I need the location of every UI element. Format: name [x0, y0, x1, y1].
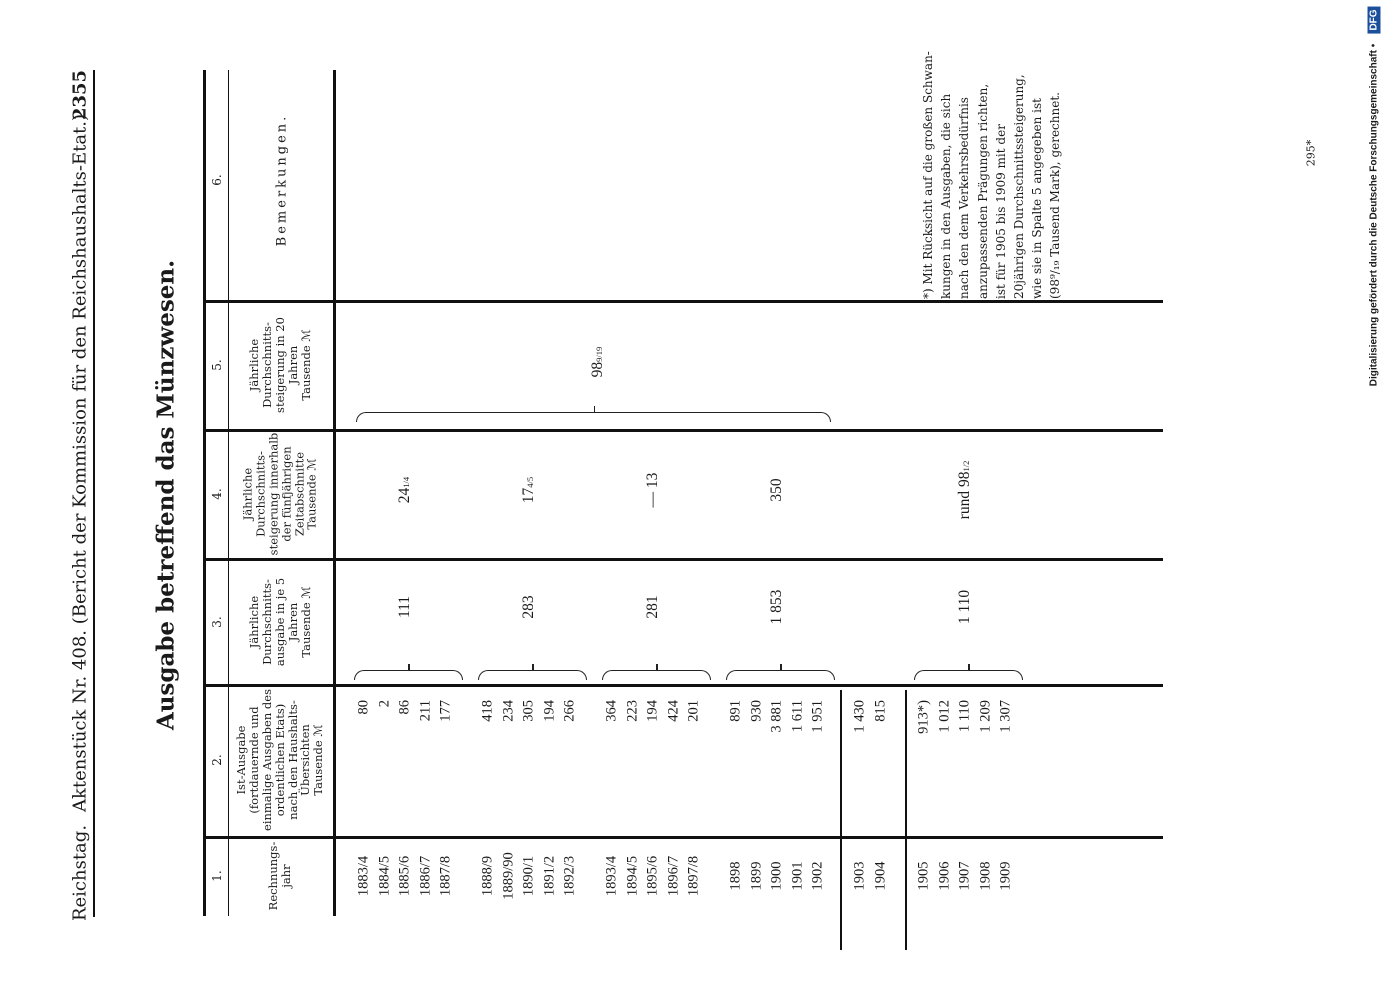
- footnote-line: wie sie in Spalte 5 angegeben ist: [1030, 98, 1045, 299]
- year-cell: 1901: [789, 861, 805, 891]
- value-cell: 815: [872, 700, 888, 722]
- year-cell: 1890/1: [520, 855, 537, 897]
- value-cell: 913*): [915, 700, 932, 734]
- avg-cell: 283: [520, 595, 537, 619]
- footnote-line: anzupassenden Prägungen richten,: [975, 83, 990, 299]
- steigerung-cell: [956, 461, 974, 520]
- avg-cell: 111: [396, 595, 413, 619]
- year-cell: 1883/4: [355, 855, 372, 897]
- col-sep-4-5: [205, 429, 1163, 432]
- value-cell: 177: [437, 700, 454, 722]
- year-cell: 1885/6: [396, 855, 413, 897]
- year-cell: 1897/8: [685, 855, 702, 897]
- value-cell: 1 611: [789, 700, 805, 733]
- value-cell: 1 430: [851, 700, 868, 733]
- group-brace-col3: [914, 670, 1023, 680]
- col-sep-5-6: [205, 300, 1163, 303]
- running-head-rule: [93, 70, 95, 917]
- table-header-rule: [333, 70, 336, 916]
- year-cell: 1905: [915, 861, 932, 891]
- group-sep-1905: [905, 690, 907, 950]
- year-cell: 1907: [956, 861, 973, 891]
- footnote-line: *) Mit Rücksicht auf die großen Schwan-: [921, 51, 935, 299]
- value-cell: 86: [396, 700, 413, 715]
- value-cell: 930: [748, 700, 764, 722]
- year-cell: 1906: [936, 861, 952, 891]
- year-cell: 1904: [872, 861, 888, 891]
- col-sep-2-3: [205, 684, 1163, 687]
- header-col-2-label: Ist-Ausgabe (fortdauernde und einmalige Ausgaben des ordentlichen Etats) nach den Haushalts-Übersichten: [233, 689, 313, 831]
- year-cell: 1899: [748, 861, 764, 891]
- page-title: Ausgabe betreffend das Münzwesen.: [152, 259, 180, 731]
- year-cell: 1888/9: [479, 855, 496, 897]
- group-brace-col3: [602, 670, 711, 680]
- year-cell: 1903: [851, 861, 868, 891]
- header-col-4-unit: Tausende ℳ: [304, 458, 319, 530]
- group-brace-col3: [354, 670, 463, 680]
- value-cell: 891: [727, 700, 744, 722]
- value-cell: 234: [500, 700, 516, 722]
- steigerung-int: 24: [396, 487, 413, 504]
- col-number-1: 1.: [210, 870, 224, 882]
- value-cell: 80: [355, 700, 372, 715]
- year-cell: 1892/3: [561, 855, 578, 897]
- year-cell: 1900: [768, 861, 785, 891]
- col-number-5: 5.: [210, 359, 224, 371]
- header-col-5-unit: Tausende ℳ: [298, 329, 313, 401]
- value-cell: 1 951: [809, 700, 826, 733]
- year-cell: 1893/4: [603, 855, 620, 897]
- header-col-4-label: Jährliche Durchschnitts-steigerung innerhalb der fünfjährigen Zeitabschnitte: [240, 432, 306, 556]
- steigerung-int: 17: [520, 487, 537, 504]
- year-cell: 1902: [809, 861, 826, 891]
- header-col-5-label: Jährliche Durchschnitts-steigerung in 20 Jahren: [246, 317, 300, 413]
- group-brace-col3: [478, 670, 587, 680]
- header-col-6: Bemerkungen.: [274, 113, 290, 247]
- header-col-1: Rechnungs-jahr: [266, 841, 293, 911]
- table-top-border: [203, 70, 206, 916]
- value-cell: 194: [644, 700, 661, 722]
- steigerung-cell: [768, 478, 786, 501]
- value-cell: 1 012: [936, 700, 952, 733]
- col-number-3: 3.: [210, 616, 224, 628]
- footnote-line: nach den dem Verkehrsbedürfnis: [957, 97, 972, 299]
- footer-page-number: 295*: [1304, 139, 1318, 167]
- year-cell: 1908: [977, 861, 993, 891]
- header-col-4: [241, 432, 318, 556]
- group-sep-1903: [840, 690, 842, 950]
- value-cell: 211: [417, 700, 433, 722]
- col-number-2: 2.: [210, 754, 224, 766]
- steigerung-int: — 13: [644, 472, 661, 508]
- value-cell: 3 881: [768, 700, 785, 733]
- year-cell: 1894/5: [624, 855, 640, 897]
- col-sep-3-4: [205, 558, 1163, 561]
- value-cell: 194: [541, 700, 557, 722]
- steigerung-frac: 4/5: [525, 476, 535, 488]
- value-cell: 223: [624, 700, 640, 722]
- year-cell: 1895/6: [644, 855, 661, 897]
- avg-cell: 281: [644, 595, 661, 619]
- steigerung-frac: 1/4: [401, 476, 411, 488]
- running-head-left: Reichstag.: [69, 824, 91, 922]
- value-cell: 1 110: [956, 700, 973, 733]
- header-col-3-unit: Tausende ℳ: [298, 586, 313, 658]
- col-number-6: 6.: [210, 174, 224, 186]
- column-number-rule: [228, 70, 229, 916]
- avg-cell: 1 853: [768, 589, 785, 625]
- year-cell: 1889/90: [500, 852, 516, 900]
- value-cell: 1 209: [977, 700, 993, 733]
- year-cell: 1891/2: [541, 855, 557, 897]
- steigerung-cell: [396, 477, 414, 503]
- header-col-5: [248, 306, 312, 424]
- year-cell: 1887/8: [437, 855, 454, 897]
- col5-value-int: 98: [589, 361, 606, 378]
- digitization-notice: Digitalisierung gefördert durch die Deutsche Forschungsgemeinschaft •: [1368, 43, 1380, 387]
- avg-cell: 1 110: [956, 589, 973, 625]
- year-cell: 1909: [997, 861, 1014, 891]
- value-cell: 1 307: [997, 700, 1014, 733]
- value-cell: 424: [665, 700, 681, 722]
- header-col-3: [248, 563, 312, 681]
- year-cell: 1884/5: [376, 855, 392, 897]
- value-cell: 364: [603, 700, 620, 722]
- running-head-page-number: 2355: [69, 69, 91, 121]
- footnote-line: ist für 1905 bis 1909 mit der: [993, 124, 1008, 299]
- col5-value-frac: 9/19: [594, 346, 604, 362]
- year-cell: 1886/7: [417, 855, 433, 897]
- steigerung-cell: [644, 473, 662, 508]
- col5-value: [589, 347, 607, 378]
- header-col-2-unit: Tausende ℳ: [311, 724, 326, 796]
- group-brace-col3: [726, 670, 835, 680]
- steigerung-frac: 1/2: [961, 460, 971, 472]
- value-cell: 2: [376, 700, 392, 708]
- year-cell: 1896/7: [665, 855, 681, 897]
- steigerung-int: 350: [768, 478, 785, 502]
- steigerung-int: rund 98: [956, 471, 973, 520]
- col-number-4: 4.: [210, 488, 224, 500]
- value-cell: 418: [479, 700, 496, 722]
- value-cell: 266: [561, 700, 578, 722]
- header-col-3-label: Jährliche Durchschnitts-ausgabe in je 5 Jahren: [246, 577, 300, 667]
- col-sep-1-2: [205, 836, 1163, 839]
- value-cell: 201: [685, 700, 702, 722]
- header-col-2: [235, 689, 325, 831]
- footnote-line: (98⁹/₁₉ Tausend Mark), gerechnet.: [1048, 92, 1063, 299]
- value-cell: 305: [520, 700, 537, 722]
- col5-brace: [356, 412, 831, 422]
- dfg-logo: DFG: [1368, 6, 1381, 33]
- footnote-line: kungen in den Ausgaben, die sich: [939, 93, 954, 299]
- running-head-middle: Aktenstück Nr. 408. (Bericht der Kommission für den Reichshaushalts-Etat.): [69, 113, 91, 813]
- year-cell: 1898: [727, 861, 744, 891]
- footnote-line: 20jährigen Durchschnittssteigerung,: [1012, 74, 1026, 299]
- steigerung-cell: [520, 477, 538, 503]
